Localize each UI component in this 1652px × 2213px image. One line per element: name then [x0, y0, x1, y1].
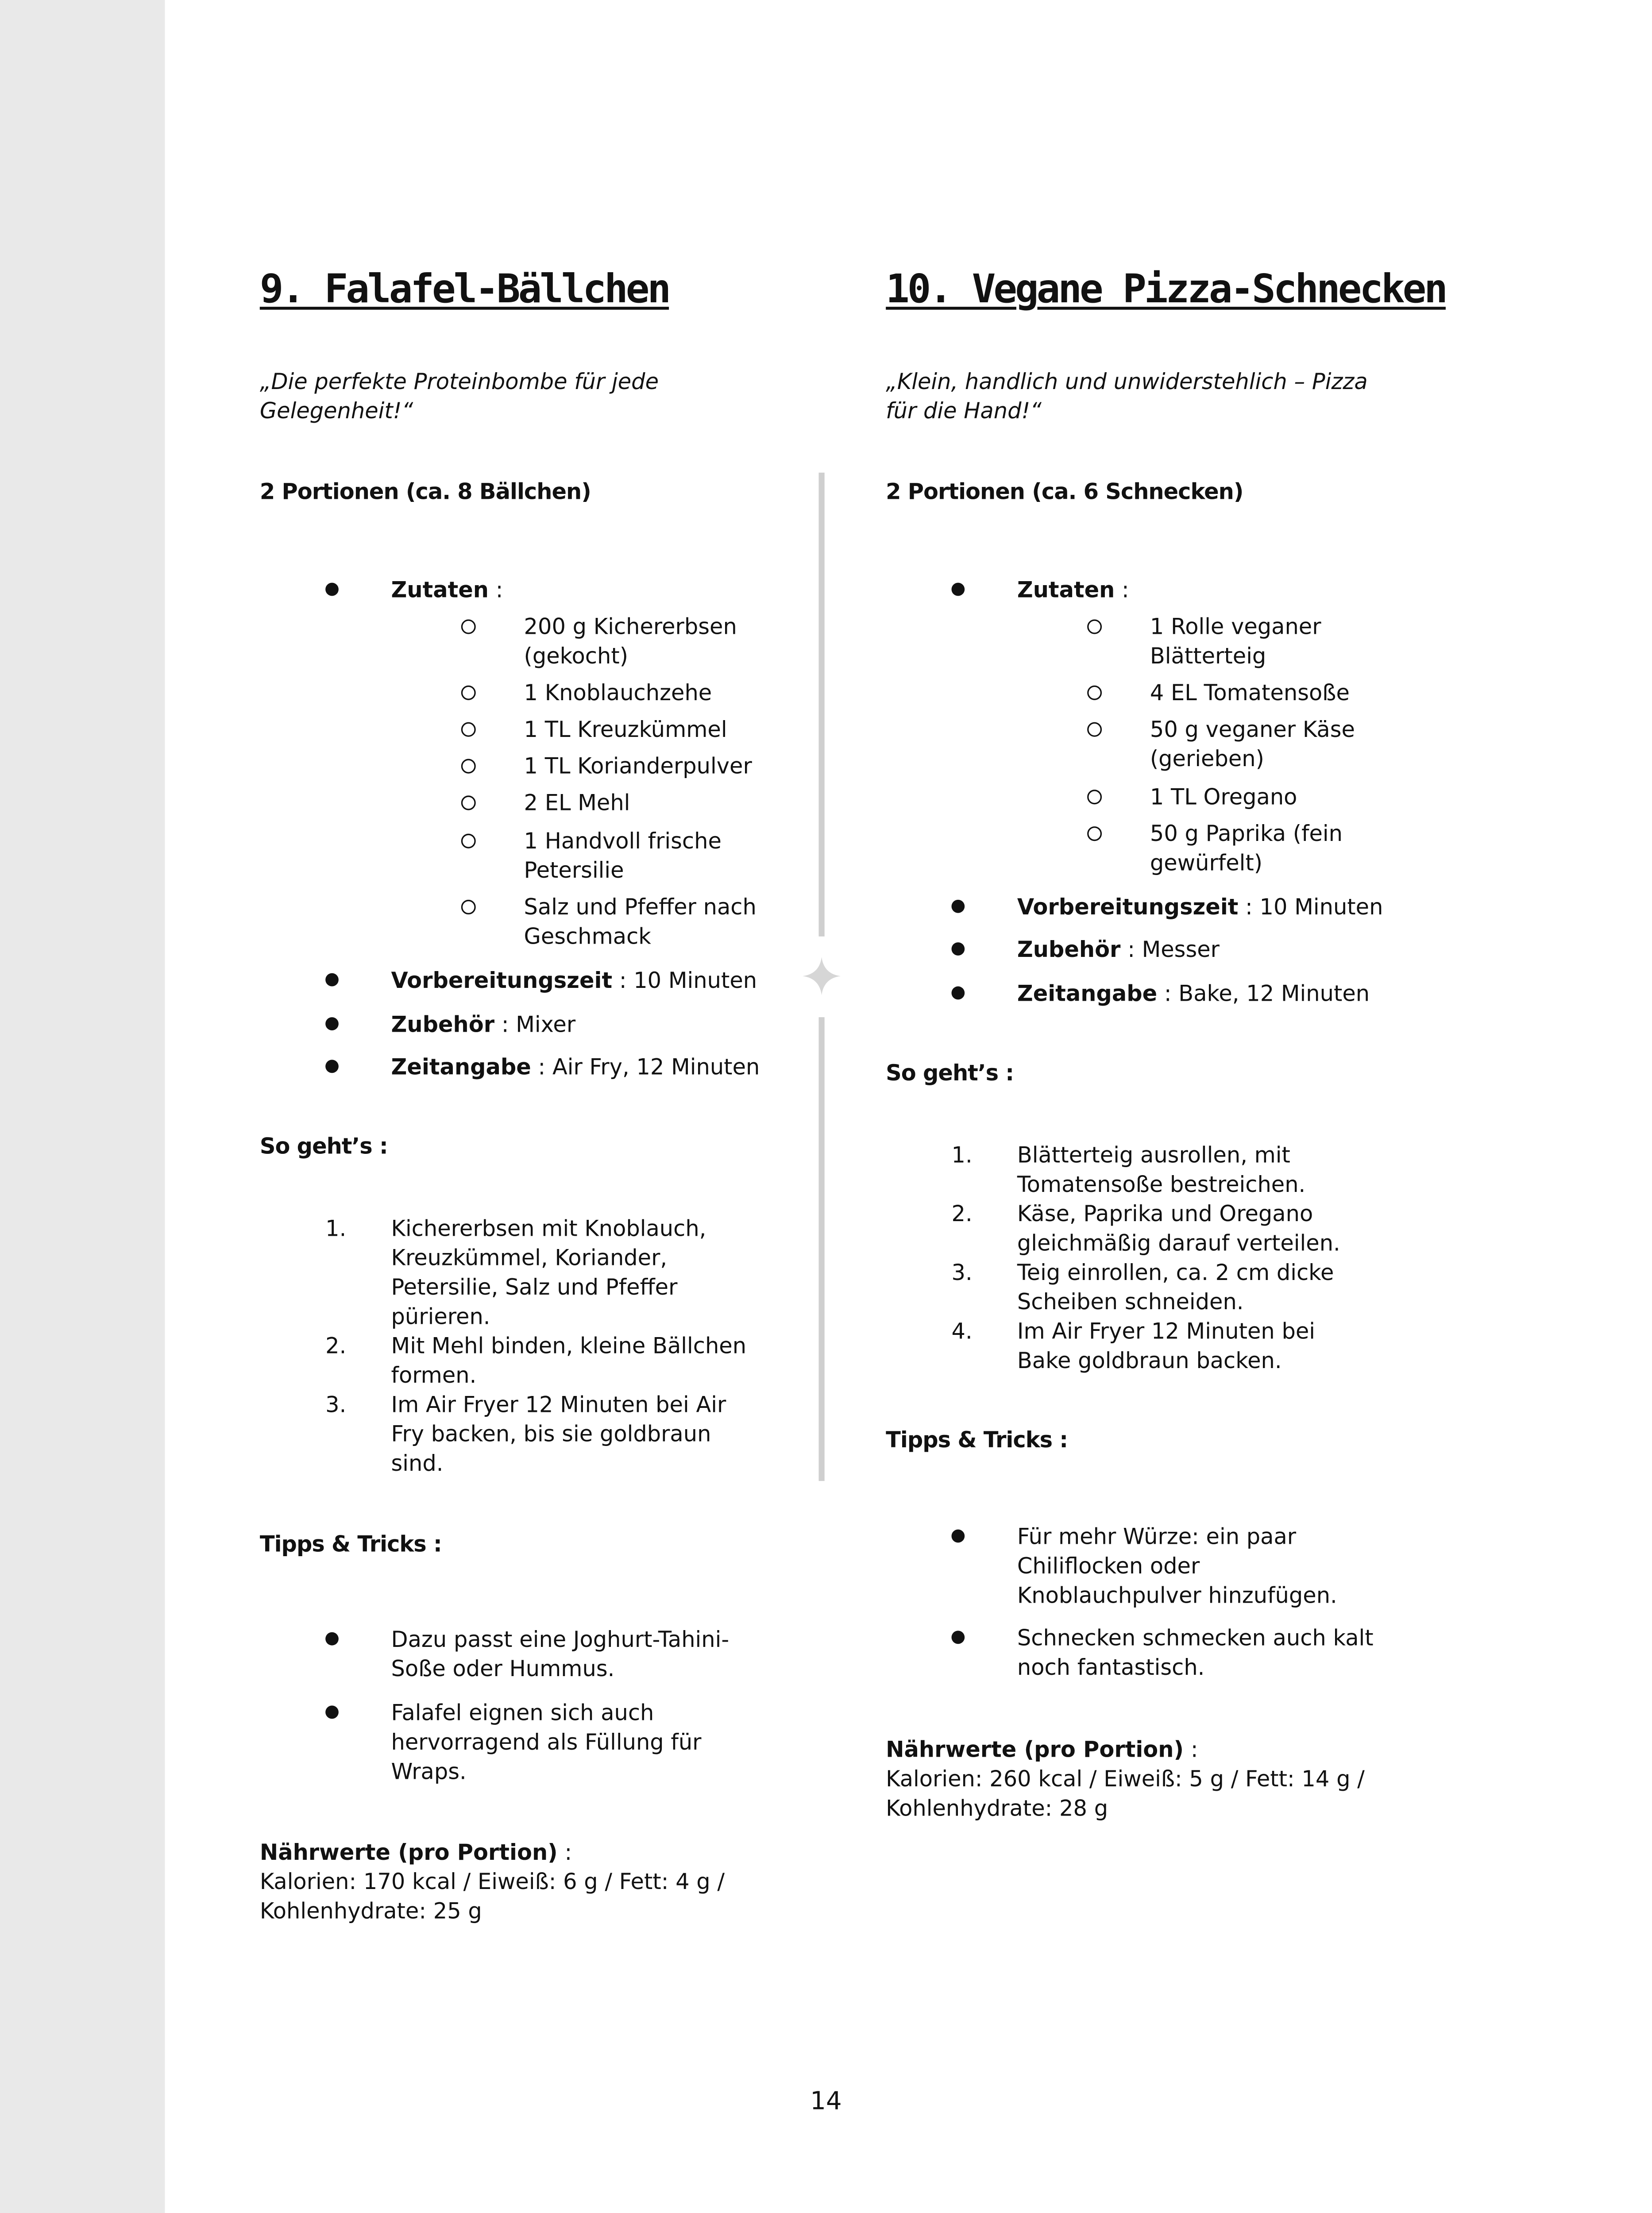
bullet-icon: [325, 1706, 339, 1719]
bullet-icon: [325, 1060, 339, 1073]
ingredient-text: 1 TL Korianderpulver: [524, 753, 752, 779]
tip-text: Schnecken schmecken auch kalt noch fantastisch.: [1017, 1625, 1374, 1681]
ingredient-text: 1 Handvoll frische Petersilie: [524, 828, 722, 884]
prep-value: 10 Minuten: [1259, 894, 1383, 921]
ingredient-text: 4 EL Tomatensoße: [1150, 679, 1350, 706]
prep-label: Vorbereitungszeit: [1017, 894, 1239, 921]
ingredient-text: 1 TL Kreuzkümmel: [524, 716, 727, 743]
step-text: Im Air Fryer 12 Minuten bei Air Fry backen, bis sie goldbraun sind.: [391, 1391, 726, 1477]
hollow-bullet-icon: [1087, 790, 1102, 804]
recipe-portions: 2 Portionen (ca. 6 Schnecken): [886, 478, 1243, 505]
recipe-quote: „Klein, handlich und unwiderstehlich – Pizza für die Hand!“: [886, 368, 1368, 424]
ingredient-text: 2 EL Mehl: [524, 790, 630, 816]
recipe-quote: „Die perfekte Proteinbombe für jede Gelegenheit!“: [259, 368, 659, 424]
column-divider-top: [819, 473, 825, 937]
hollow-bullet-icon: [461, 686, 476, 700]
ingredient-text: Salz und Pfeffer nach Geschmack: [524, 894, 757, 950]
step-number: 1.: [951, 1142, 973, 1168]
page-number: 14: [810, 2087, 842, 2117]
bullet-icon: [952, 942, 965, 956]
step-number: 1.: [325, 1215, 347, 1242]
bullet-icon: [325, 583, 339, 596]
recipe-title: 10. Vegane Pizza-Schnecken: [886, 267, 1446, 313]
ingredient-text: 1 Rolle veganer Blätterteig: [1150, 613, 1321, 670]
sparkle-icon: [800, 954, 844, 998]
step-text: Mit Mehl binden, kleine Bällchen formen.: [391, 1333, 747, 1389]
hollow-bullet-icon: [461, 795, 476, 810]
nutrition-text: Kalorien: 260 kcal / Eiweiß: 5 g / Fett: 14 g / Kohlenhydrate: 28 g: [886, 1766, 1365, 1822]
step-number: 2.: [325, 1333, 347, 1359]
prep-label: Vorbereitungszeit: [391, 967, 613, 994]
bullet-icon: [325, 973, 339, 987]
left-margin-strip: [0, 0, 165, 2213]
hollow-bullet-icon: [461, 759, 476, 774]
bullet-icon: [952, 1530, 965, 1543]
tip-text: Für mehr Würze: ein paar Chiliflocken oder Knoblauchpulver hinzufügen.: [1017, 1523, 1337, 1609]
bullet-icon: [952, 987, 965, 1000]
nutrition-label: Nährwerte (pro Portion): [259, 1839, 558, 1866]
bullet-icon: [952, 900, 965, 913]
hollow-bullet-icon: [1087, 826, 1102, 841]
nutrition-text: Kalorien: 170 kcal / Eiweiß: 6 g / Fett: 4 g / Kohlenhydrate: 25 g: [259, 1868, 725, 1924]
step-number: 3.: [325, 1391, 347, 1418]
step-number: 3.: [951, 1259, 973, 1286]
steps-heading: So geht’s :: [886, 1060, 1014, 1087]
tools-label: Zubehör: [1017, 936, 1121, 963]
time-value: Air Fry, 12 Minuten: [552, 1054, 760, 1080]
bullet-icon: [325, 1017, 339, 1030]
time-label: Zeitangabe: [391, 1054, 531, 1080]
ingredient-text: 200 g Kichererbsen (gekocht): [524, 613, 737, 670]
bullet-icon: [325, 1632, 339, 1646]
nutrition-block: Nährwerte (pro Portion) : Kalorien: 260 kcal / Eiweiß: 5 g / Fett: 14 g / Kohlenhydrate: 28 g: [886, 1736, 1365, 1822]
step-number: 4.: [951, 1318, 973, 1345]
tips-heading: Tipps & Tricks :: [259, 1531, 442, 1558]
hollow-bullet-icon: [1087, 722, 1102, 737]
hollow-bullet-icon: [1087, 686, 1102, 700]
nutrition-label: Nährwerte (pro Portion): [886, 1736, 1184, 1763]
hollow-bullet-icon: [461, 834, 476, 848]
step-text: Blätterteig ausrollen, mit Tomatensoße bestreichen.: [1017, 1142, 1306, 1198]
time-label: Zeitangabe: [1017, 980, 1158, 1007]
ingredient-text: 1 TL Oregano: [1150, 783, 1297, 810]
tip-text: Dazu passt eine Joghurt-Tahini-Soße oder Hummus.: [391, 1626, 730, 1682]
bullet-icon: [952, 583, 965, 596]
step-text: Im Air Fryer 12 Minuten bei Bake goldbraun backen.: [1017, 1318, 1316, 1374]
tools-value: Mixer: [516, 1011, 576, 1038]
tips-heading: Tipps & Tricks :: [886, 1426, 1068, 1453]
bullet-icon: [952, 1631, 965, 1644]
step-text: Käse, Paprika und Oregano gleichmäßig darauf verteilen.: [1017, 1200, 1340, 1257]
prep-value: 10 Minuten: [633, 967, 757, 994]
ingredient-text: 50 g veganer Käse (gerieben): [1150, 716, 1355, 772]
tools-label: Zubehör: [391, 1011, 495, 1038]
recipe-title: 9. Falafel-Bällchen: [259, 267, 669, 313]
step-number: 2.: [951, 1200, 973, 1227]
hollow-bullet-icon: [461, 900, 476, 914]
hollow-bullet-icon: [461, 722, 476, 737]
tip-text: Falafel eignen sich auch hervorragend als Füllung für Wraps.: [391, 1700, 702, 1785]
ingredient-text: 50 g Paprika (fein gewürfelt): [1150, 820, 1343, 876]
time-value: Bake, 12 Minuten: [1178, 980, 1370, 1007]
tools-value: Messer: [1142, 936, 1220, 963]
step-text: Teig einrollen, ca. 2 cm dicke Scheiben schneiden.: [1017, 1259, 1334, 1315]
page: 9. Falafel-Bällchen „Die perfekte Proteinbombe für jede Gelegenheit!“ 2 Portionen (ca. 8 Bällchen) Zutaten : 200 g Kichererbsen (gekocht) 1 Knoblauchzehe 1 TL Kreuzkümmel 1 TL Korianderpulver 2 EL Mehl 1 Handvoll frische Petersilie Salz und Pfeffer nach Geschmack Vorbereitungszeit : 10 Minuten Zubehör : Mixer Zeitangabe : Air Fry, 12 Minuten So geht’s : 1. Kichererbsen mit Knoblauch, Kreuzkümmel, Koriander, Petersilie, Salz und Pfeffer pürieren. 2. Mit Mehl binden, kleine Bällchen formen. 3. Im Air Fryer 12 Minuten bei Air Fry backen, bis sie goldbraun sind. Tipps & Tricks : Dazu passt eine Joghurt-Tahini-Soße oder Hummus. Falafel eignen sich auch hervorragend als Füllung für Wraps. Nährwerte (pro Portion) : Kalorien: 170 kcal / Eiweiß: 6 g / Fett: 4 g / Kohlenhydrate: 25 g 10. Vegane Pizza-Schnecken „Klein, handlich und unwiderstehlich – Pizza für die Hand!“ 2 Portionen (ca. 6 Schnecken) Zutaten : 1 Rolle veganer Blätterteig 4 EL Tomatensoße 50 g veganer Käse (gerieben) 1 TL Oregano 50 g Paprika (fein gewürfelt) Vorbereitungszeit : 10 Minuten Zubehör : Messer Zeitangabe : Bake, 12 Minuten So geht’s : 1. Blätterteig ausrollen, mit Tomatensoße bestreichen. 2. Käse, Paprika und Oregano gleichmäßig darauf verteilen. 3. Teig einrollen, ca. 2 cm dicke Scheiben schneiden. 4. Im Air Fryer 12 Minuten bei Bake goldbraun backen. Tipps & Tricks : Für mehr Würze: ein paar Chiliflocken oder Knoblauchpulver hinzufügen. Schnecken schmecken auch kalt noch fantastisch. Nährwerte (pro Portion) : Kalorien: 260 kcal / Eiweiß: 5 g / Fett: 14 g / Kohlenhydrate: 28 g 14: [0, 0, 1652, 2213]
hollow-bullet-icon: [1087, 619, 1102, 634]
recipe-portions: 2 Portionen (ca. 8 Bällchen): [259, 478, 591, 505]
nutrition-block: Nährwerte (pro Portion) : Kalorien: 170 kcal / Eiweiß: 6 g / Fett: 4 g / Kohlenhydrate: 25 g: [259, 1839, 725, 1924]
ingredients-label: Zutaten: [1017, 577, 1115, 603]
column-divider-bottom: [819, 1017, 825, 1481]
steps-heading: So geht’s :: [259, 1133, 388, 1160]
ingredient-text: 1 Knoblauchzehe: [524, 679, 712, 706]
hollow-bullet-icon: [461, 619, 476, 634]
step-text: Kichererbsen mit Knoblauch, Kreuzkümmel, Koriander, Petersilie, Salz und Pfeffer pürieren.: [391, 1215, 706, 1330]
ingredients-label: Zutaten: [391, 577, 489, 603]
